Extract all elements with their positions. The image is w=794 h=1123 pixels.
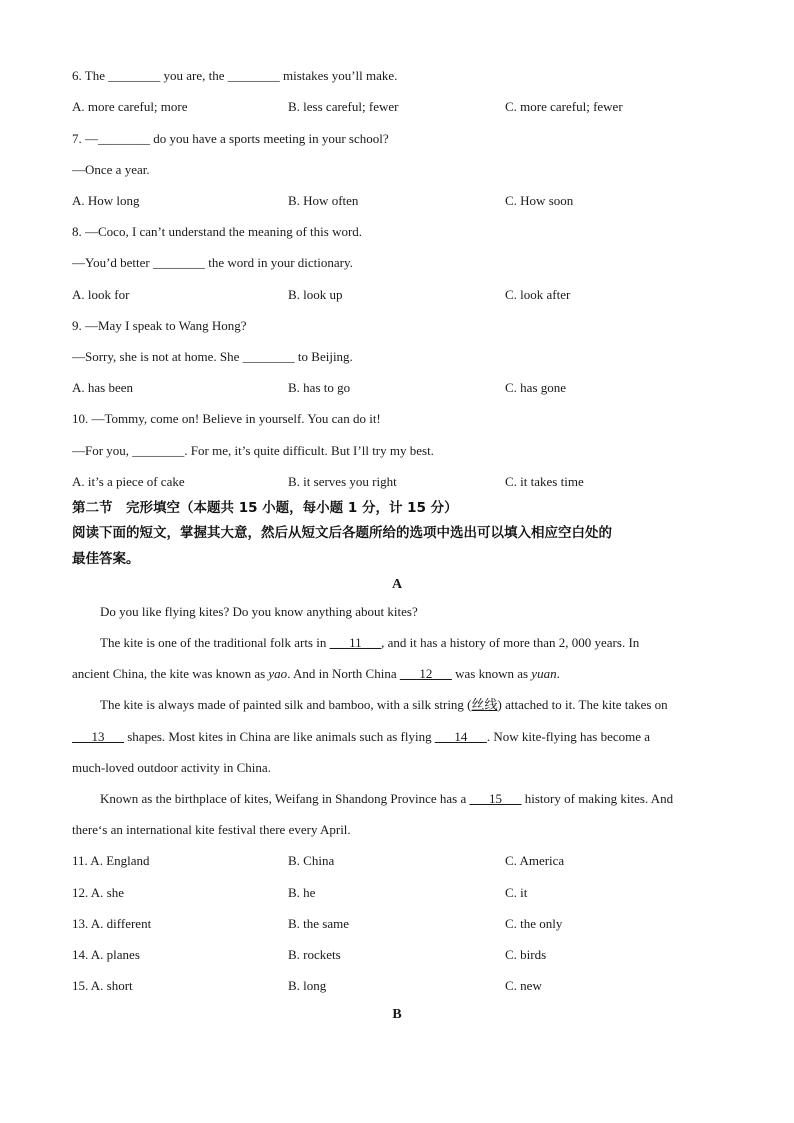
question-15-option-b: B. long xyxy=(288,978,327,993)
question-15-option-c: C. new xyxy=(505,978,542,993)
blank-12: ___12___ xyxy=(399,666,452,681)
passage-paragraph-4-line-1 xyxy=(100,791,750,807)
question-8-stem: 8. —Coco, I can’t understand the meaning of this word. xyxy=(72,224,363,239)
question-12-option-c: C. it xyxy=(505,885,528,900)
question-9-stem: 9. —May I speak to Wang Hong? xyxy=(72,318,247,333)
passage-text: . xyxy=(556,666,560,681)
question-8-reply: —You’d better ________ the word in your dictionary. xyxy=(72,255,353,270)
question-12-option-a: 12. A. she xyxy=(72,885,124,900)
question-11-option-b: B. China xyxy=(288,853,335,868)
question-6-stem: 6. The ________ you are, the ________ mistakes you’ll make. xyxy=(72,68,398,83)
blank-11: ___11___ xyxy=(329,635,382,650)
passage-paragraph-2-line-2 xyxy=(72,666,722,682)
question-13-option-c: C. the only xyxy=(505,916,563,931)
question-8-option-c: C. look after xyxy=(505,287,571,302)
blank-14: ___14___ xyxy=(434,729,487,744)
question-10-option-c: C. it takes time xyxy=(505,474,584,489)
passage-paragraph-2-line-1 xyxy=(100,635,750,651)
passage-text: shapes. Most kites in China are like animals such as flying xyxy=(124,729,435,744)
blank-15: ___15___ xyxy=(469,791,522,806)
question-11-option-c: C. America xyxy=(505,853,565,868)
passage-text: The kite is always made of painted silk and bamboo, with a silk string ( xyxy=(100,697,472,712)
term-yao: yao xyxy=(268,666,288,681)
passage-text: history of making kites. And xyxy=(521,791,674,806)
passage-b-label: B xyxy=(392,1007,402,1022)
question-13-option-b: B. the same xyxy=(288,916,350,931)
question-14-option-b: B. rockets xyxy=(288,947,341,962)
question-7-option-b: B. How often xyxy=(288,193,359,208)
question-7-option-a: A. How long xyxy=(72,193,140,208)
question-10-stem: 10. —Tommy, come on! Believe in yourself. You can do it! xyxy=(72,411,381,426)
gloss-silk-string: 丝线 xyxy=(471,697,498,712)
question-9-reply: —Sorry, she is not at home. She ________ to Beijing. xyxy=(72,349,353,364)
passage-paragraph-3-line-2 xyxy=(72,729,722,745)
question-9-option-b: B. has to go xyxy=(288,380,351,395)
passage-a-label: A xyxy=(391,577,403,592)
question-15-option-a: 15. A. short xyxy=(72,978,133,993)
passage-paragraph-3-line-3: much-loved outdoor activity in China. xyxy=(72,760,271,775)
section-instruction-line-2: 最佳答案。 xyxy=(72,551,140,567)
passage-paragraph-4-line-2: there‘s an international kite festival there every April. xyxy=(72,822,351,837)
section-title: 第二节 完形填空（本题共 15 小题，每小题 1 分，计 15 分） xyxy=(72,500,458,516)
question-14-option-a: 14. A. planes xyxy=(72,947,140,962)
section-instruction-line-1: 阅读下面的短文，掌握其大意，然后从短文后各题所给的选项中选出可以填入相应空白处的 xyxy=(72,525,612,541)
question-10-option-a: A. it’s a piece of cake xyxy=(72,474,185,489)
passage-text: was known as xyxy=(451,666,532,681)
question-6-option-c: C. more careful; fewer xyxy=(505,99,623,114)
question-6-option-a: A. more careful; more xyxy=(72,99,188,114)
passage-text: ancient China, the kite was known as xyxy=(72,666,269,681)
question-9-option-a: A. has been xyxy=(72,380,134,395)
question-14-option-c: C. birds xyxy=(505,947,547,962)
question-11-option-a: 11. A. England xyxy=(72,853,150,868)
blank-13: ___13___ xyxy=(72,729,124,744)
term-yuan: yuan xyxy=(531,666,557,681)
passage-text: . And in North China xyxy=(287,666,400,681)
question-10-reply: —For you, ________. For me, it’s quite difficult. But I’ll try my best. xyxy=(72,443,434,458)
passage-text: , and it has a history of more than 2, 000 years. In xyxy=(381,635,640,650)
question-13-option-a: 13. A. different xyxy=(72,916,152,931)
passage-paragraph-3-line-1 xyxy=(100,697,750,713)
passage-text: The kite is one of the traditional folk arts in xyxy=(100,635,330,650)
question-9-option-c: C. has gone xyxy=(505,380,567,395)
question-7-option-c: C. How soon xyxy=(505,193,574,208)
question-8-option-a: A. look for xyxy=(72,287,130,302)
passage-text: ) attached to it. The kite takes on xyxy=(497,697,668,712)
passage-text: . Now kite-flying has become a xyxy=(486,729,651,744)
question-7-stem: 7. —________ do you have a sports meeting in your school? xyxy=(72,131,389,146)
question-8-option-b: B. look up xyxy=(288,287,343,302)
question-10-option-b: B. it serves you right xyxy=(288,474,397,489)
question-7-reply: —Once a year. xyxy=(72,162,150,177)
passage-paragraph-1: Do you like flying kites? Do you know anything about kites? xyxy=(100,604,418,619)
question-6-option-b: B. less careful; fewer xyxy=(288,99,399,114)
passage-text: Known as the birthplace of kites, Weifang in Shandong Province has a xyxy=(100,791,470,806)
question-12-option-b: B. he xyxy=(288,885,316,900)
